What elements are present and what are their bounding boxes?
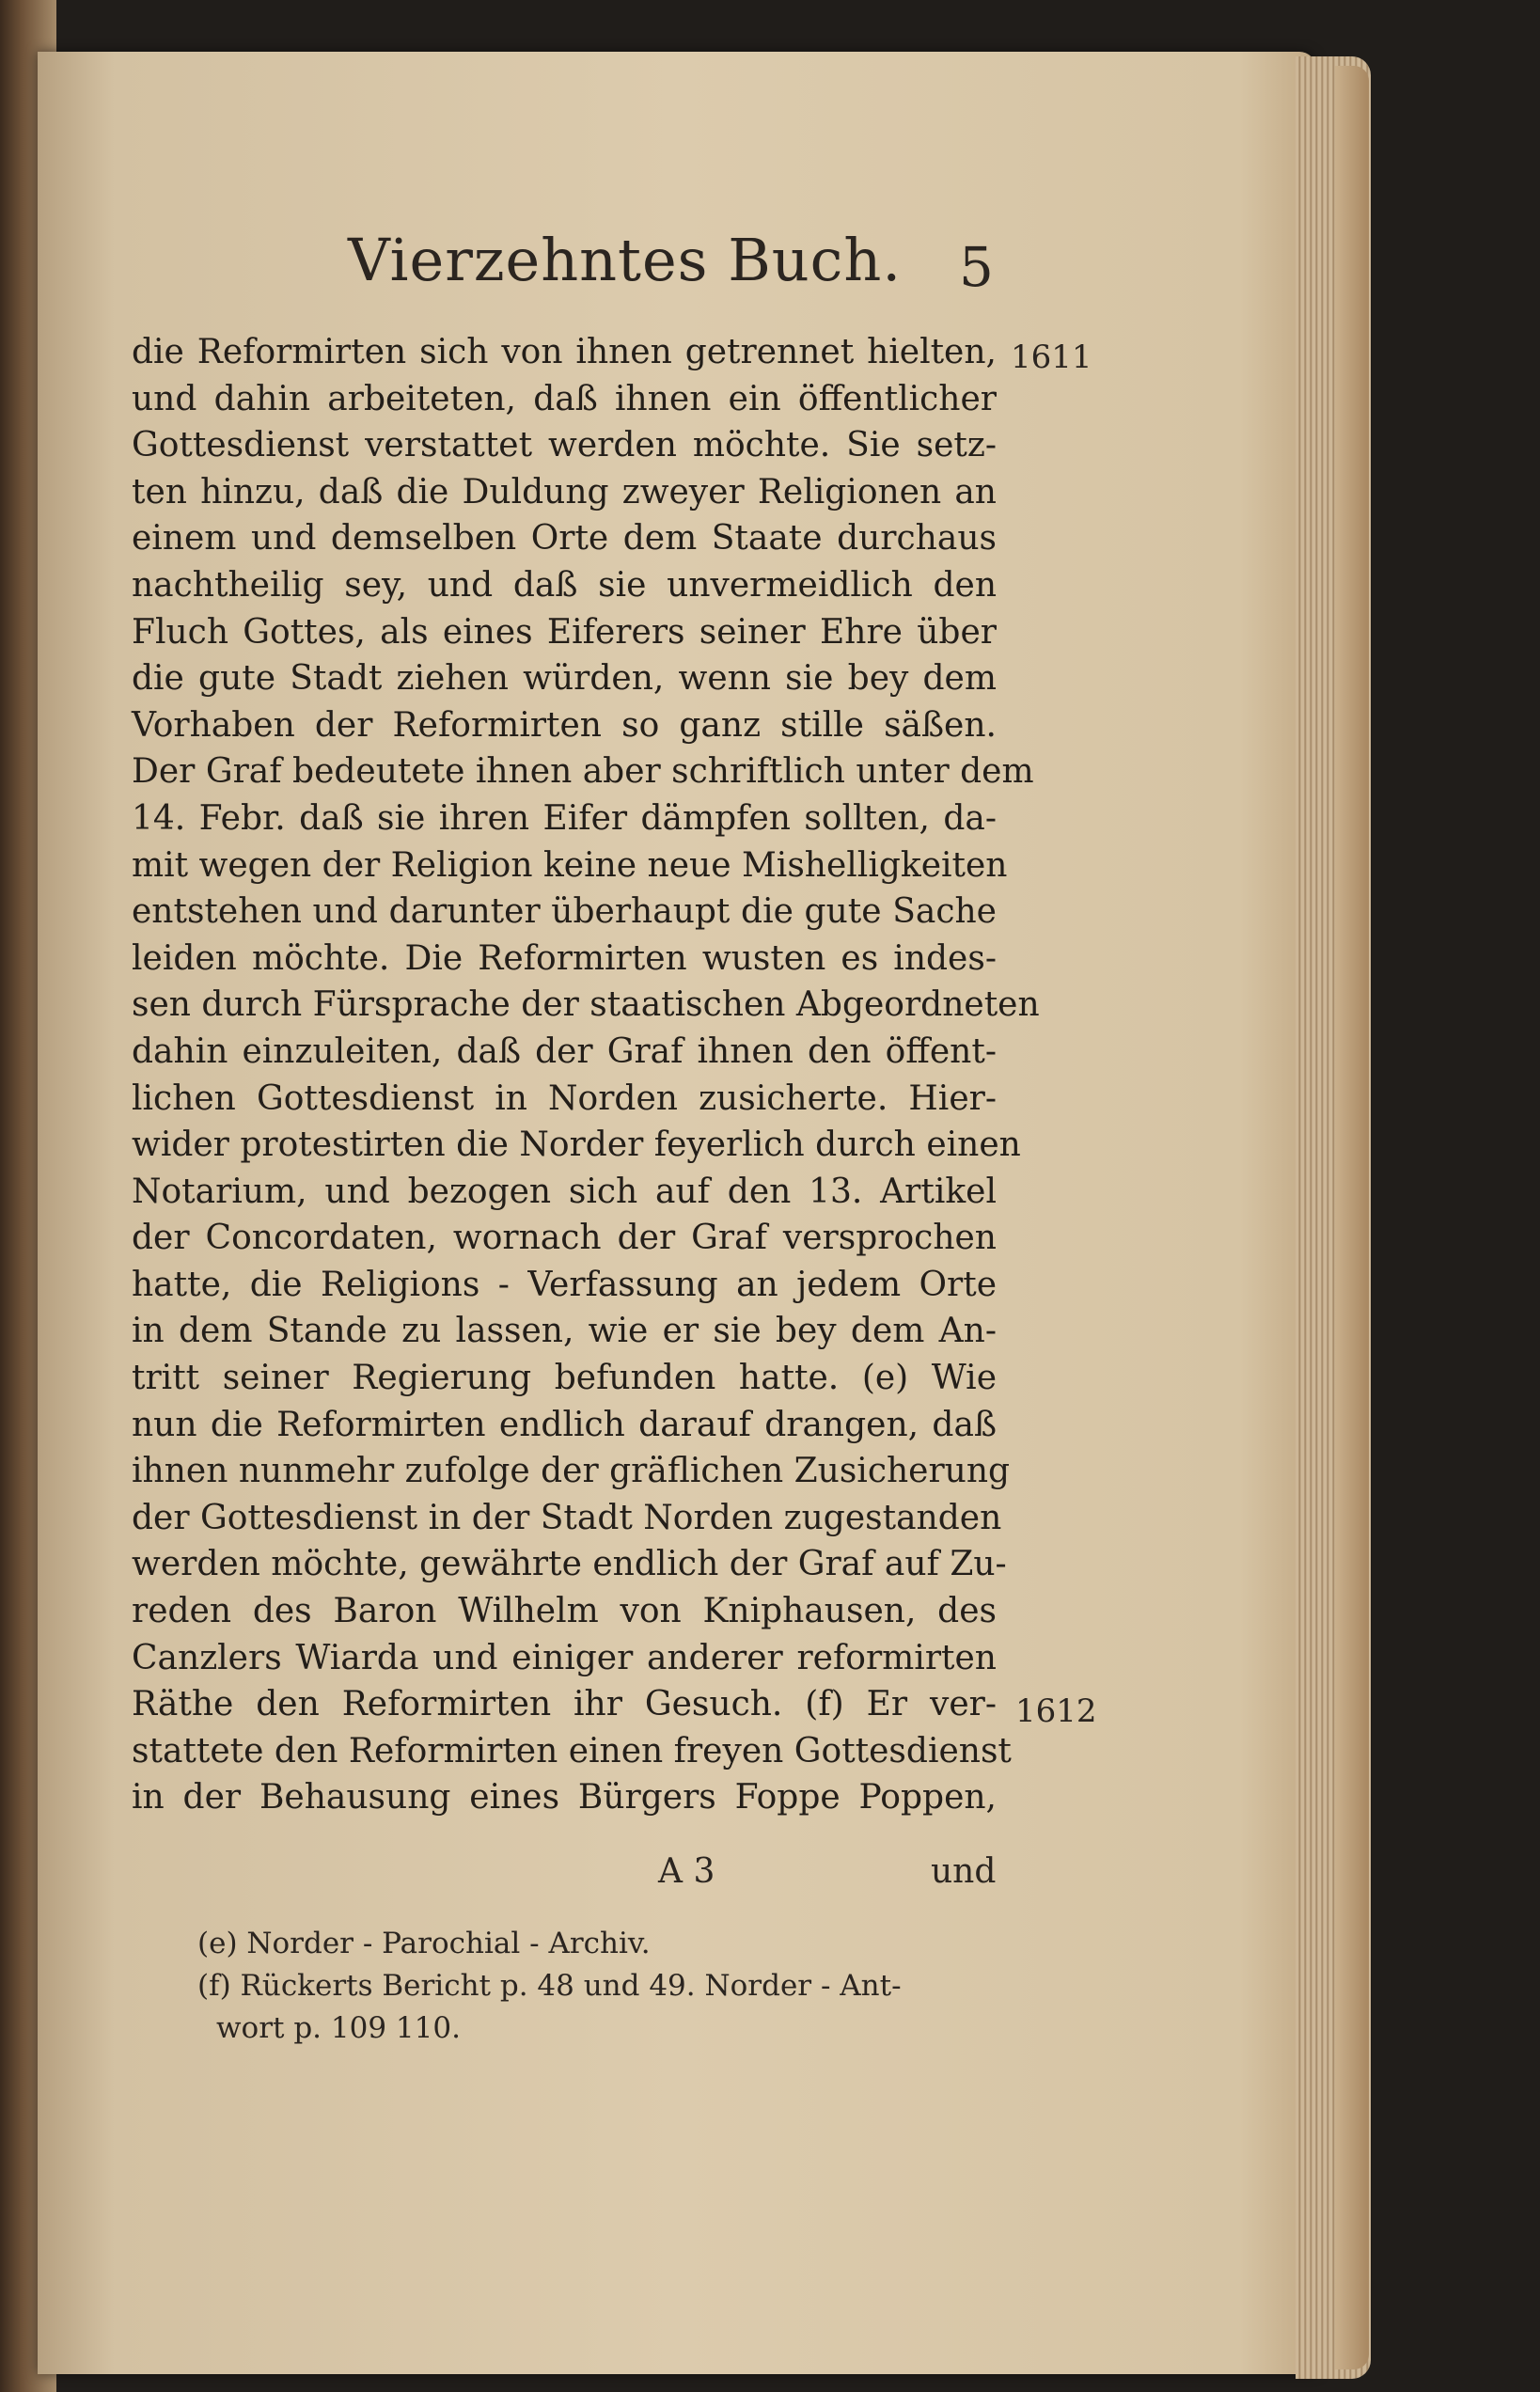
- text-line: mit wegen der Religion keine neue Mishelligkeiten: [132, 845, 1008, 885]
- text-line: der Gottesdienst in der Stadt Norden zugestanden: [132, 1498, 1002, 1537]
- text-line: Canzlers Wiarda und einiger anderer reformirten: [132, 1638, 997, 1677]
- text-line: tritt seiner Regierung befunden hatte. (e) Wie: [132, 1359, 997, 1398]
- text-line: 14. Febr. daß sie ihren Eifer dämpfen sollten, da-: [132, 798, 997, 838]
- text-line: Vorhaben der Reformirten so ganz stille säßen.: [132, 705, 997, 745]
- text-line: einem und demselben Orte dem Staate durchaus: [132, 519, 997, 559]
- text-line: entstehen und darunter überhaupt die gute Sache: [132, 892, 997, 932]
- text-line: wider protestirten die Norder feyerlich durch einen: [132, 1125, 1021, 1165]
- text-line: in dem Stande zu lassen, wie er sie bey dem An-: [132, 1312, 997, 1351]
- text-line: sen durch Fürsprache der staatischen Abgeordneten: [132, 985, 1040, 1025]
- page-number: 5: [959, 235, 994, 299]
- text-line: nun die Reformirten endlich darauf drangen, daß: [132, 1405, 997, 1444]
- text-line: stattete den Reformirten einen freyen Gottesdienst: [132, 1731, 1012, 1770]
- text-line: Räthe den Reformirten ihr Gesuch. (f) Er ver-: [132, 1685, 997, 1724]
- margin-year-1611: 1611: [1011, 338, 1092, 376]
- text-line: hatte, die Religions - Verfassung an jedem Orte: [132, 1265, 997, 1304]
- footnote-f-continued: wort p. 109 110.: [216, 2011, 461, 2045]
- text-line: ten hinzu, daß die Duldung zweyer Religionen an: [132, 472, 997, 511]
- text-line: werden möchte, gewährte endlich der Graf auf Zu-: [132, 1545, 1007, 1584]
- body-text: [132, 329, 1040, 1821]
- text-line: lichen Gottesdienst in Norden zusicherte. Hier-: [132, 1078, 997, 1118]
- text-line: Gottesdienst verstattet werden möchte. Sie setz-: [132, 426, 997, 465]
- text-line: Fluch Gottes, als eines Eiferers seiner Ehre über: [132, 612, 997, 652]
- text-line: dahin einzuleiten, daß der Graf ihnen den öffent-: [132, 1031, 997, 1071]
- text-line: in der Behausung eines Bürgers Foppe Poppen,: [132, 1778, 997, 1818]
- text-line: die gute Stadt ziehen würden, wenn sie bey dem: [132, 659, 997, 699]
- footnote-e: (e) Norder - Parochial - Archiv.: [197, 1927, 651, 1960]
- text-line: der Concordaten, wornach der Graf versprochen: [132, 1219, 997, 1258]
- footnote-f: (f) Rückerts Bericht p. 48 und 49. Norder - Ant-: [197, 1969, 902, 2003]
- page-edges-inner: [1335, 66, 1369, 2369]
- text-line: und dahin arbeiteten, daß ihnen ein öffentlicher: [132, 379, 997, 418]
- text-line: Der Graf bedeutete ihnen aber schriftlich unter dem: [132, 752, 1034, 792]
- footnotes: [197, 1923, 1025, 2050]
- catchword: und: [931, 1852, 997, 1891]
- text-line: ihnen nunmehr zufolge der gräflichen Zusicherung: [132, 1452, 1011, 1491]
- text-line: nachtheilig sey, und daß sie unvermeidlich den: [132, 565, 997, 605]
- text-line: Notarium, und bezogen sich auf den 13. Artikel: [132, 1172, 997, 1211]
- text-line: die Reformirten sich von ihnen getrennet hielten,: [132, 333, 997, 371]
- margin-year-1612: 1612: [1015, 1692, 1097, 1730]
- signature-mark: A 3: [658, 1852, 715, 1891]
- text-line: leiden möchte. Die Reformirten wusten es indes-: [132, 938, 997, 978]
- text-line: reden des Baron Wilhelm von Kniphausen, des: [132, 1592, 997, 1631]
- running-title: Vierzehntes Buch.: [348, 226, 903, 294]
